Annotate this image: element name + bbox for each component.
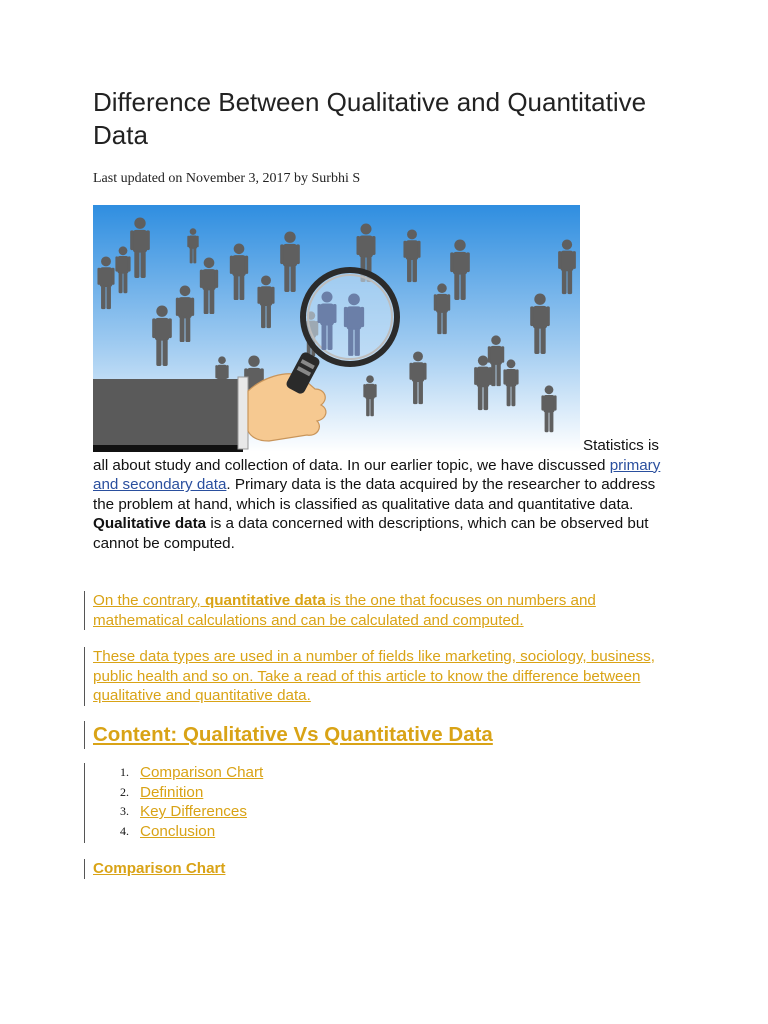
primary-secondary-data-link[interactable]: primary and secondary data (93, 456, 661, 494)
intro-paragraph: Statistics is all about study and collection of data. In our earlier topic, we have discussed primary and secondary data. Primary data is the data acquired by the researcher to address the problem at hand, which is classified as qualitative data and quantitative data. Qualitative data is a data concerned with descriptions, which can be observed but cannot be computed. (93, 437, 661, 552)
toc-item: 3. Key Differences (120, 803, 247, 820)
byline: Last updated on November 3, 2017 by Surbhi S (93, 171, 361, 186)
comparison-chart-heading[interactable]: Comparison Chart (84, 859, 225, 879)
hero-image (93, 205, 580, 452)
toc-link-key-differences[interactable]: Key Differences (140, 803, 247, 820)
page-title: Difference Between Qualitative and Quantitative Data (93, 87, 647, 150)
toc-link-conclusion[interactable]: Conclusion (140, 822, 216, 840)
toc-item: 2. Definition (120, 783, 204, 801)
toc-link-comparison-chart[interactable]: Comparison Chart (140, 764, 264, 781)
toc-link-definition[interactable]: Definition (140, 783, 204, 801)
quote-data-types[interactable]: These data types are used in a number of fields like marketing, sociology, business, public health and so on. Take a read of this article to know the difference between qualitative and quantitative data. (84, 647, 673, 706)
content-heading[interactable]: Content: Qualitative Vs Quantitative Data (84, 721, 493, 749)
quote-quantitative[interactable]: On the contrary, quantitative data is the one that focuses on numbers and mathematical calculations and can be calculated and computed. (84, 591, 673, 630)
table-of-contents (84, 763, 493, 843)
toc-item: 4. Conclusion (120, 822, 216, 840)
toc-item: 1. Comparison Chart (120, 764, 264, 781)
people-magnifying-glass-illustration (93, 205, 580, 452)
